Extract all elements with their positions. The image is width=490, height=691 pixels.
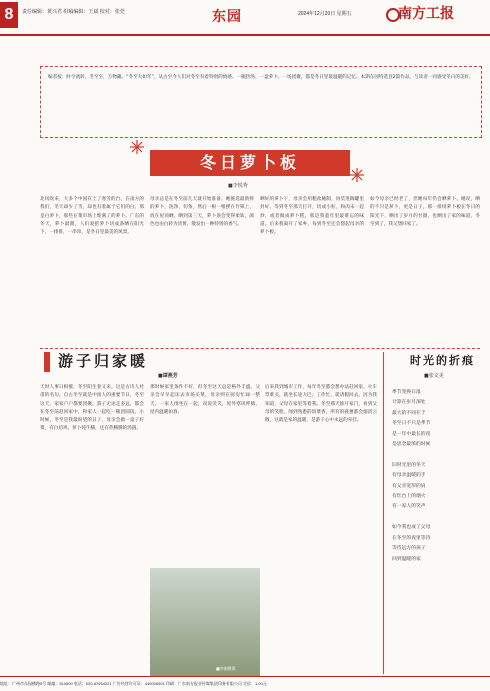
page-footer: 地址：广州市东园横路5号 邮编：510500 电话：020-87654321 广告经营许可证：440000001 印刷：广东南方报业传媒集团印务有限公司 定价：1.00元 <box>0 676 490 691</box>
poem-line: 是思念最浓的时候 <box>392 442 431 448</box>
header-info: 责任编辑：黄兴君 组稿编辑：王斌 校对：张莞 <box>22 9 125 15</box>
poem-line: 如今我也成了父母 <box>392 525 431 531</box>
article-author: ■谭燕芳 <box>158 373 178 379</box>
editor-note: 编者按：时令流转，冬至至，万物藏。“冬至大如年”，从古至今人们对冬至有着特别的情感。一碗热汤、一盘萝卜、一场团聚，都是冬日里最温暖的记忆。本期东园特选登2篇作品，与读者一同感受冬日的美好。 <box>48 75 474 80</box>
header-date: 2024年12月20日 星期五 <box>298 11 352 17</box>
poem-line: 有母亲温暖的手 <box>392 473 426 479</box>
poem-line: 在冬至的夜里等待 <box>392 535 431 541</box>
poem-line: 有父亲宽厚的肩 <box>392 483 426 489</box>
article-title: 游子归家暖 <box>58 352 149 370</box>
poem-line: 有一家人的笑声 <box>392 504 426 510</box>
newspaper-logo: 南方工报 <box>398 6 454 22</box>
article-column: 天时人事日相催，冬至阳生春又来。这是古诗人杜甫的名句。自古冬至就是中国人的重要节日，冬至这天，家家户户都要团聚。游子无论走多远，都会在冬至前赶回家中，和家人一起吃一顿团圆饭。小时候，冬至是我最盼望的日子，母亲会做一桌子好菜，有白切鸡、萝卜炖牛腩，还有热腾腾的汤圆。 <box>40 385 144 432</box>
section-title: 东园 <box>212 9 242 25</box>
divider <box>383 352 384 674</box>
poem-line: 最大的不同在于 <box>392 410 426 416</box>
snowflake-icon <box>350 168 364 182</box>
poem-line: 冬至日不只是季节 <box>392 421 431 427</box>
article-photo <box>150 568 260 676</box>
title-accent-bar <box>44 352 50 372</box>
poem-author: ■张文美 <box>424 373 444 379</box>
article-column: 那时候家里条件不好，但冬至这天总是格外丰盛。父亲会早早起床去市场买菜，母亲则在厨房忙碌一整天。一家人围坐在一起，说说笑笑，屋外寒风呼啸，屋内温暖如春。 <box>150 385 260 415</box>
poem-line: 旧时光里的冬天 <box>392 462 426 468</box>
article-column: 如今母亲已经老了，但她每年仍会晒萝卜。她说，晒的不只是萝卜，更是日子。那一排排萝卜板在冬日的阳光下，晒出了岁月的甘甜，也晒出了家的味道。冬至到了，我又想回家了。 <box>370 197 480 227</box>
article-column: 母亲总是在冬至前几天就开始准备。她挑选最新鲜的萝卜，洗净、切条，然后一根一根摆在竹筛上，放在屋顶晒。晒到第三天，萝卜条会变得柔软，颜色也由白转为淡黄，散发出一种特别的香气。 <box>150 197 254 227</box>
article-column: 后来我到城市工作，每年冬至都会想办法赶回家。火车票难买，就坐长途大巴；工作忙，就请假回去。因为我知道，父母在家里等着我。冬至那天推开家门，看到父母的笑脸，闻到熟悉的饭菜香，所有的疲惫都会烟消云散。这就是家的温暖，是游子心中永远的牵挂。 <box>265 385 377 424</box>
poem-line: 是一年中最长的夜 <box>392 431 431 437</box>
poem-line <box>392 450 484 460</box>
article-title: 冬日萝卜板 <box>150 150 350 176</box>
poem-line: 季节变换日落 <box>392 390 421 395</box>
article-column: 晒好的萝卜干，母亲会用粗盐腌制，再装进陶罐里封好。等到冬至那天打开，切成小粒，和肉末一起炒，或者做成萝卜糕，那是我童年里最难忘的味道。后来我离开了家乡，每到冬至还会想起母亲的萝卜板。 <box>260 197 364 236</box>
page-number: 8 <box>0 2 18 28</box>
poem-title: 时光的折痕 <box>410 354 475 367</box>
divider <box>40 348 480 349</box>
snowflake-icon <box>130 140 144 154</box>
poem-line: 有灶台上的烟火 <box>392 494 426 500</box>
poem-line: 计算在岁月深处 <box>392 400 426 406</box>
poem-line <box>392 513 484 523</box>
photo-caption: ■李刚摄影 <box>216 666 236 671</box>
poem-body <box>392 388 484 565</box>
article-column: 北风吹来，大多个中国有上了寒雪的台。在南方的我们，冬天却少了雪，却也有着属于它们的白。那是白萝卜，那些在菜市场上堆满了的萝卜。广东的冬天，萝卜最甜，人们爱把萝卜切成条晒在阳光下，一排排，一串串，是冬日里最美的风景。 <box>40 197 144 236</box>
poem-line: 等待远方的孩子 <box>392 546 426 552</box>
article-author: ■李锐秀 <box>228 183 248 189</box>
poem-line: 回到温暖的家 <box>392 556 421 562</box>
